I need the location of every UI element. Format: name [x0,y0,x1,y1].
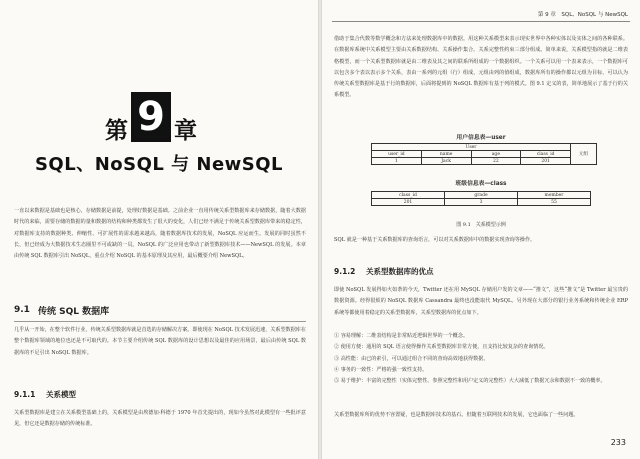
section-title: 传统 SQL 数据库 [37,306,110,317]
table-header-cell: member [518,192,591,199]
table-group-header: User [372,144,571,151]
relational-model-paragraph: 借助于集合代数等数学概念和方法来处理数据库中的数据。用这种关系模型来表示现实世界中各种实体以及实体之间的各种联系。在数据库系统中关系模型主要由关系数据结构、关系操作集合、关系完整性约束三部分组成。简单来说，关系模型指的就是二维表格模型，而一个关系型数据库就是由二维表及其之间的联系所组成的一个数据组织。一个关系可以用一个表来表示，一个数据库可以包含多个表以表示多个关系，表由一系列的元组（行）组成，元组由列的值组成，数据库所有的操作都以元组为目标，可以认为传统关系型数据库是基于行的数据库，后面将提到的 NoSQL 数据库有基于列的模式。图 9.1 定义的表，简单地展示了基于行的关系模型。 [334,36,628,99]
advantages-list [334,331,628,387]
list-item: ① 容易理解：二维表结构是非常贴近逻辑世界的一个概念。 [334,333,469,339]
chapter-title: SQL、NoSQL 与 NewSQL [34,154,284,175]
page-number: 233 [610,438,626,447]
figure-caption: 图 9.1 关系模型示例 [456,222,506,228]
table-cell: 201 [521,158,571,165]
tuple-label: 元组 [571,144,597,165]
section-heading-9-1 [14,301,306,319]
section-title: 关系模型 [45,390,76,399]
header-rule [332,21,630,22]
list-item: ⑤ 易于维护：丰富的完整性（实体完整性、参照完整性和用户定义的完整性）大大减低了数据冗余和数据不一致的概率。 [334,378,606,385]
advantages-intro-paragraph: 即使 NoSQL 发展得如火如荼的今天，Twitter 还在用 MySQL 存储用户发的文章——“推文”，这些“推文”是 Twitter 最宝贵的数据资源。经得很烦的 NoSQL 数据库 Cassandra 最终也没能取代 MySQL。另外现在大部分的银行业务系统和传统企业 ERP 系统等都使用着稳定的关系型数据库，关系型数据库的优点如下。 [334,287,628,316]
table-header-cell: name [421,151,471,158]
section-9-1-1-paragraph: 关系型数据库是建立在关系模型基础上的，关系模型是由埃德加·科德于 1970 年首先提出的，现如今虽然对此模型有一些批评意见，但它还是数据存储的传统标准。 [14,410,306,428]
table-cell: Jack [421,158,471,165]
table-header-cell: age [471,151,521,158]
section-number: 9.1 [14,305,30,315]
closing-paragraph: 关系型数据库所的优势不容置疑，也是数据库技术的基石。但随着互联网技术的发展，它也面临了一些问题。 [334,412,579,418]
list-item: ② 使用方便：通用的 SQL 语言使得操作关系型数据库非常方便，且支持比较复杂的查询情况。 [334,344,549,351]
section-9-1-paragraph: 几乎从一开始，在整个软件行业，传统关系型数据库就是首选的存储解决方案。即使现在 NoSQL 技术发展迅速，关系型数据库在整个数据库领域的地位也还是不可取代的。本节主要介绍传统 SQL 数据库的设计思想以及最佳的应用场景，最后由传统 SQL 数据库的不足引出 NoSQL 数据库。 [14,327,306,356]
section-number: 9.1.1 [14,390,36,399]
chapter-intro-paragraph: 一直以来数据是基础也是核心，存储数据是前提，处理好数据是基础。之前企业一直用传统关系型数据库来存储数据，随着大数据时代的来临，需要存储的数据的量和数据的结构和种类都发生了很大的变化，人们已经不满足于传统关系型数据库带来的稳定性，对数据库支持的数据种类、伸缩性、可扩展性的需求越来越高，随着数据库技术的发展，NoSQL 应运而生。发展的同时虽然不长，但已经成为大数据技术生态圈里不可或缺的一员。NoSQL 的广泛应用也带动了新型数据库技术——NewSQL 的发展。本章由传统 SQL 数据库引出 NoSQL，重点介绍 NoSQL 的基本原理及其应用，最后概要介绍 NewSQL。 [14,208,306,260]
chapter-prefix: 第 [105,117,128,144]
section-title: 关系型数据库的优点 [365,267,434,276]
chapter-number: 9 [131,92,171,142]
list-item: ④ 事务的一致性：严格的强一致性支持。 [334,366,428,373]
table-cell: 3 [445,199,518,206]
sql-paragraph: SQL 就是一种基于关系数据库的查询语言，可以对关系数据库中的数据实现查询等操作。 [334,237,536,243]
table-header-cell: grade [445,192,518,199]
table-header-cell: user_id [372,151,422,158]
right-page [322,0,640,459]
class-table [371,191,591,206]
class-table-caption: 班级信息表—class [455,181,507,187]
list-item: ③ 高性能：由已的索引，可以通过组合不同的查询高效地获得数据。 [334,355,489,362]
chapter-suffix: 章 [174,117,197,144]
table-cell: 55 [518,199,591,206]
left-page [0,0,318,459]
table-header-cell: class_id [372,192,445,199]
table-cell: 1 [372,158,422,165]
table-header-cell: class_id [521,151,571,158]
table-cell: 201 [372,199,445,206]
section-heading-9-1-1 [14,389,76,400]
chapter-mark [105,92,197,142]
section-number: 9.1.2 [334,267,356,276]
running-head: 第 9 章 SQL、NoSQL 与 NewSQL [537,12,628,18]
user-table [371,143,597,165]
user-table-caption: 用户信息表—user [456,135,506,141]
section-heading-9-1-2 [334,266,433,277]
table-cell: 22 [471,158,521,165]
